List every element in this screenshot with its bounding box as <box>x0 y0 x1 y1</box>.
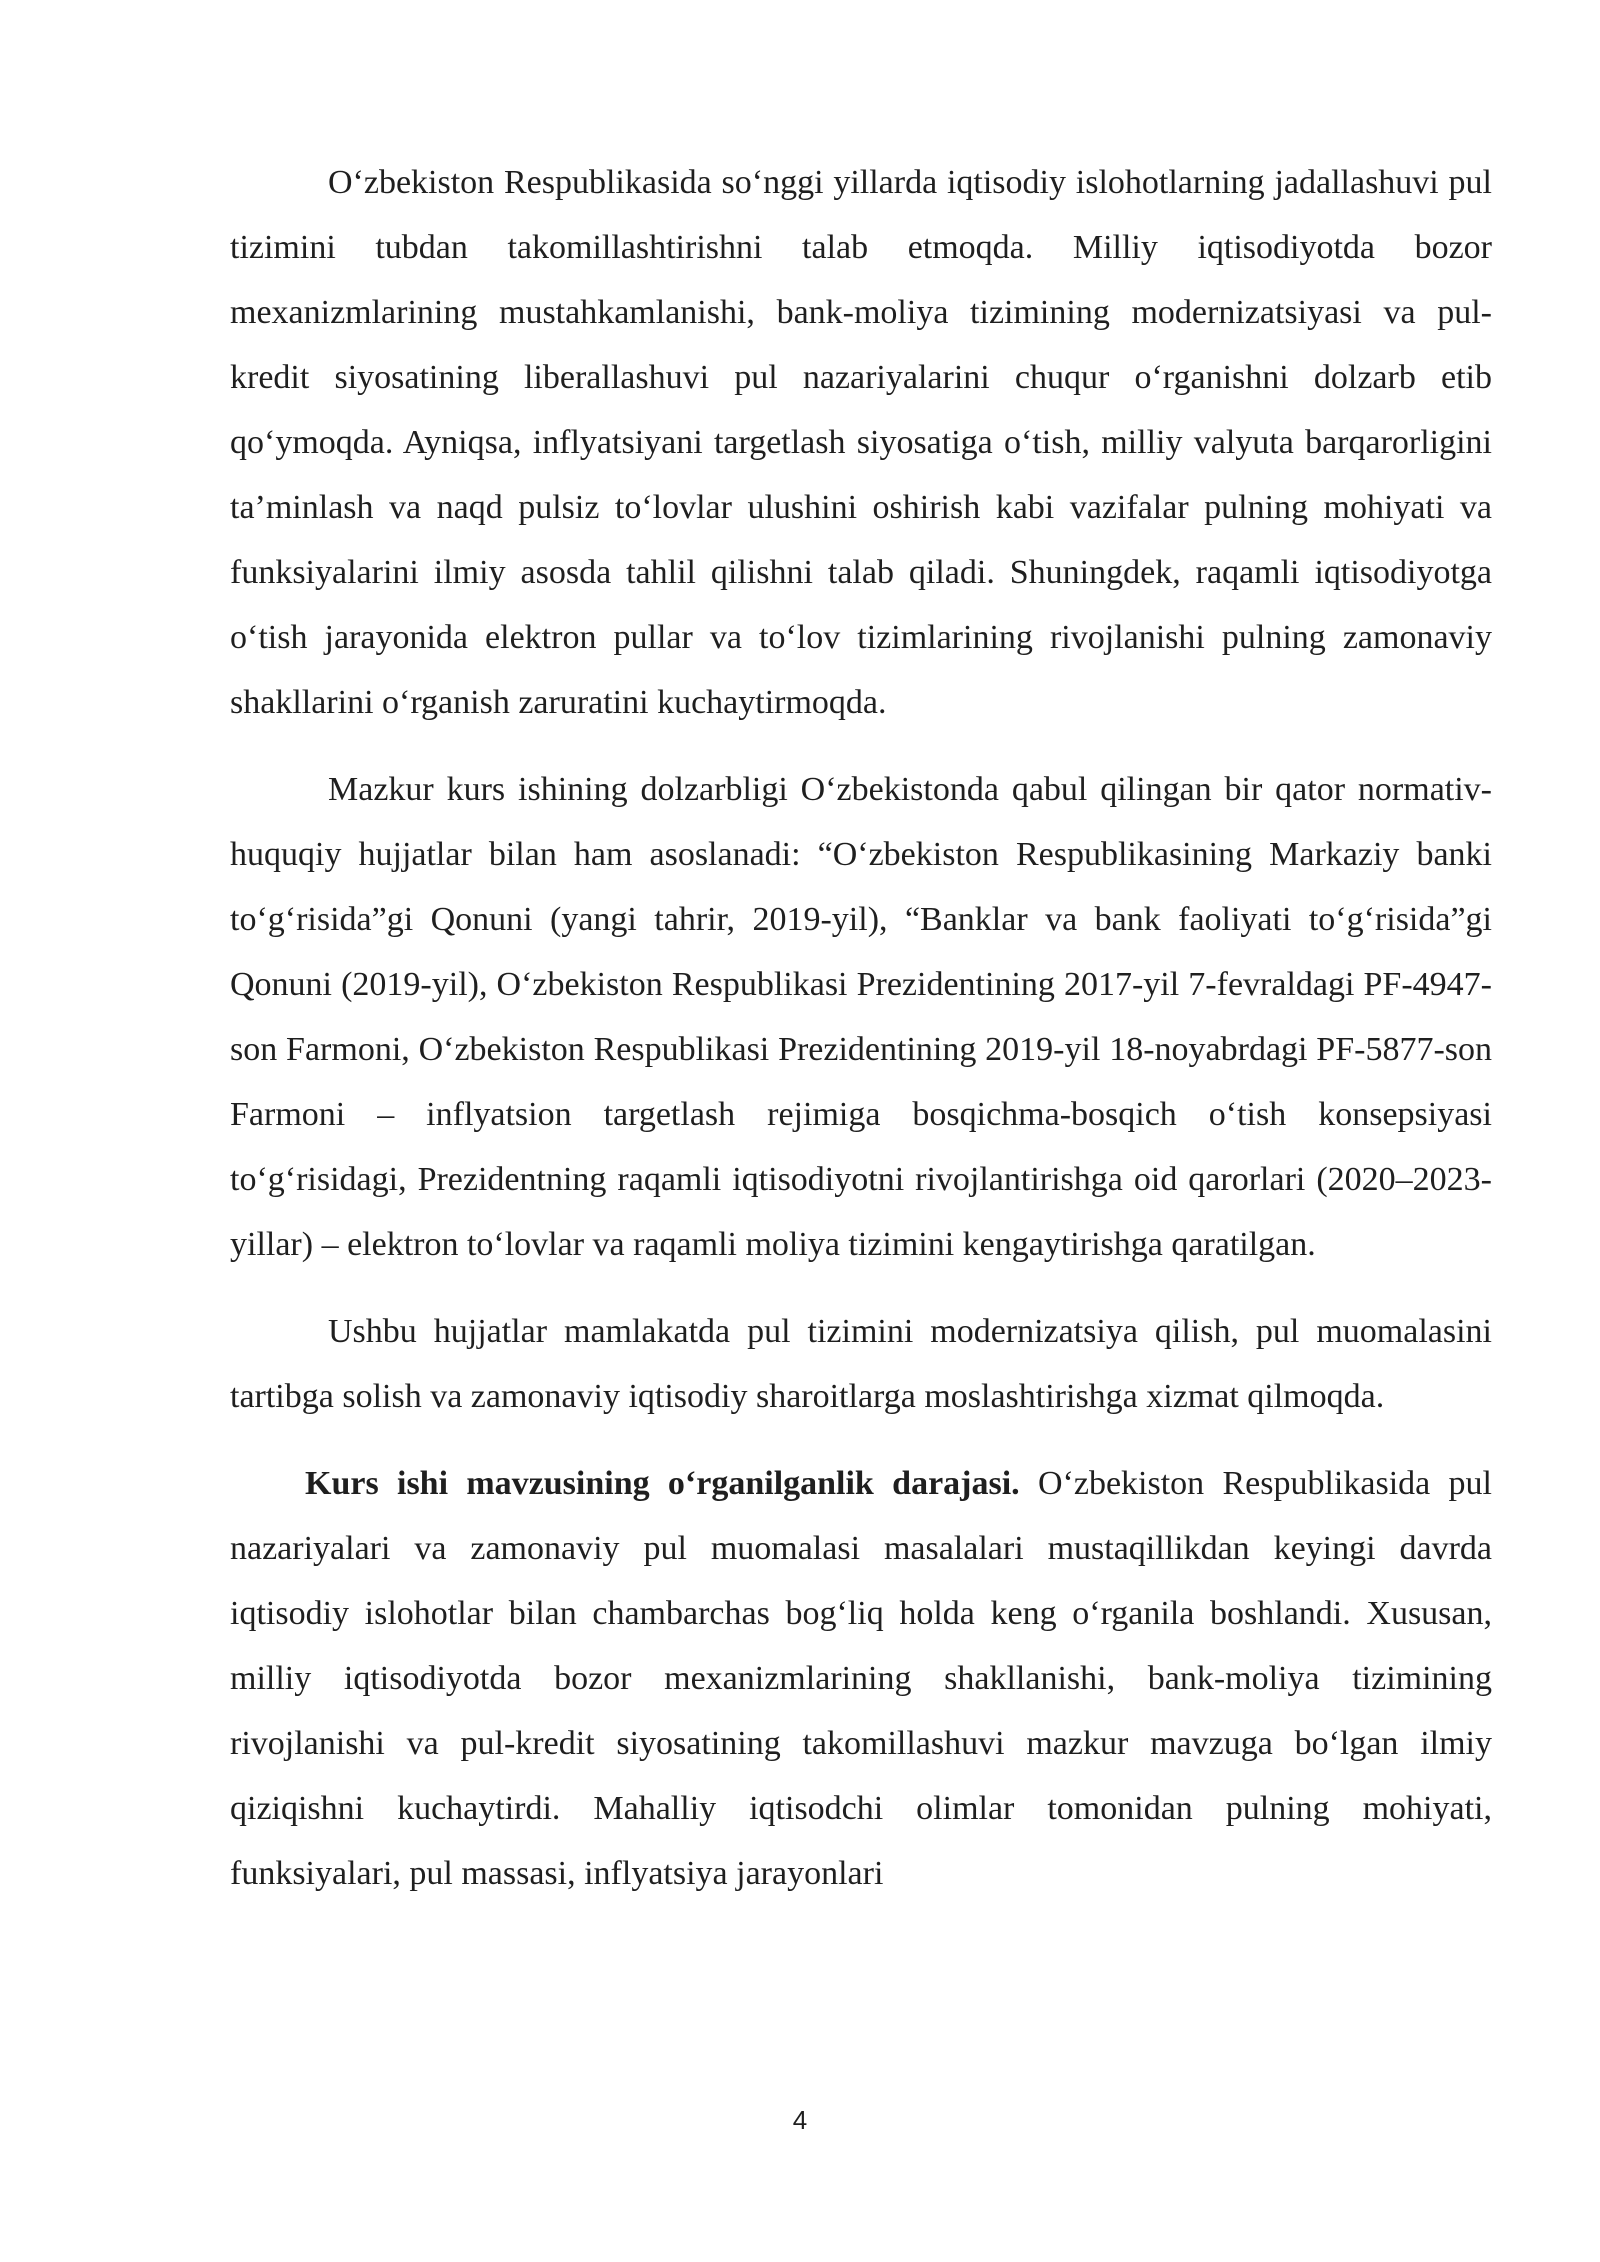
body-text <box>230 150 1492 1928</box>
paragraph-relevance <box>230 757 1492 1277</box>
paragraph-documents <box>230 1299 1492 1429</box>
paragraph-intro <box>230 150 1492 735</box>
paragraph-text: Mazkur kurs ishining dolzarbligi O‘zbekistonda qabul qilingan bir qator normativ-huquqiy hujjatlar bilan ham asoslanadi: “O‘zbekiston Respublikasining Markaziy banki to‘g‘risida”gi Qonuni (yangi tahrir, 2019-yil), “Banklar va bank faoliyati to‘g‘risida”gi Qonuni (2019-yil), O‘zbekiston Respublikasi Prezidentining 2017-yil 7-fevraldagi PF-4947-son Farmoni, O‘zbekiston Respublikasi Prezidentining 2019-yil 18-noyabrdagi PF-5877-son Farmoni – inflyatsion targetlash rejimiga bosqichma-bosqich o‘tish konsepsiyasi to‘g‘risidagi, Prezidentning raqamli iqtisodiyotni rivojlantirishga oid qarorlari (2020–2023-yillar) – elektron to‘lovlar va raqamli moliya tizimini kengaytirishga qaratilgan. <box>230 771 1492 1263</box>
paragraph-text: Ushbu hujjatlar mamlakatda pul tizimini modernizatsiya qilish, pul muomalasini tartibga solish va zamonaviy iqtisodiy sharoitlarga moslashtirishga xizmat qilmoqda. <box>230 1313 1492 1415</box>
paragraph-text: O‘zbekiston Respublikasida pul nazariyalari va zamonaviy pul muomalasi masalalari mustaqillikdan keyingi davrda iqtisodiy islohotlar bilan chambarchas bog‘liq holda keng o‘rganila boshlandi. Xususan, milliy iqtisodiyotda bozor mexanizmlarining shakllanishi, bank-moliya tizimining rivojlanishi va pul-kredit siyosatining takomillashuvi mazkur mavzuga bo‘lgan ilmiy qiziqishni kuchaytirdi. Mahalliy iqtisodchi olimlar tomonidan pulning mohiyati, funksiyalari, pul massasi, inflyatsiya jarayonlari <box>230 1465 1492 1892</box>
paragraph-text: O‘zbekiston Respublikasida so‘nggi yillarda iqtisodiy islohotlarning jadallashuvi pul tizimini tubdan takomillashtirishni talab etmoqda. Milliy iqtisodiyotda bozor mexanizmlarining mustahkamlanishi, bank-moliya tizimining modernizatsiyasi va pul-kredit siyosatining liberallashuvi pul nazariyalarini chuqur o‘rganishni dolzarb etib qo‘ymoqda. Ayniqsa, inflyatsiyani targetlash siyosatiga o‘tish, milliy valyuta barqarorligini ta’minlash va naqd pulsiz to‘lovlar ulushini oshirish kabi vazifalar pulning mohiyati va funksiyalarini ilmiy asosda tahlil qilishni talab qiladi. Shuningdek, raqamli iqtisodiyotga o‘tish jarayonida elektron pullar va to‘lov tizimlarining rivojlanishi pulning zamonaviy shakllarini o‘rganish zaruratini kuchaytirmoqda. <box>230 164 1492 721</box>
paragraph-heading: Kurs ishi mavzusining o‘rganilganlik darajasi. <box>305 1465 1020 1502</box>
paragraph-study-level <box>230 1451 1492 1906</box>
page-number: 4 <box>792 2105 808 2135</box>
